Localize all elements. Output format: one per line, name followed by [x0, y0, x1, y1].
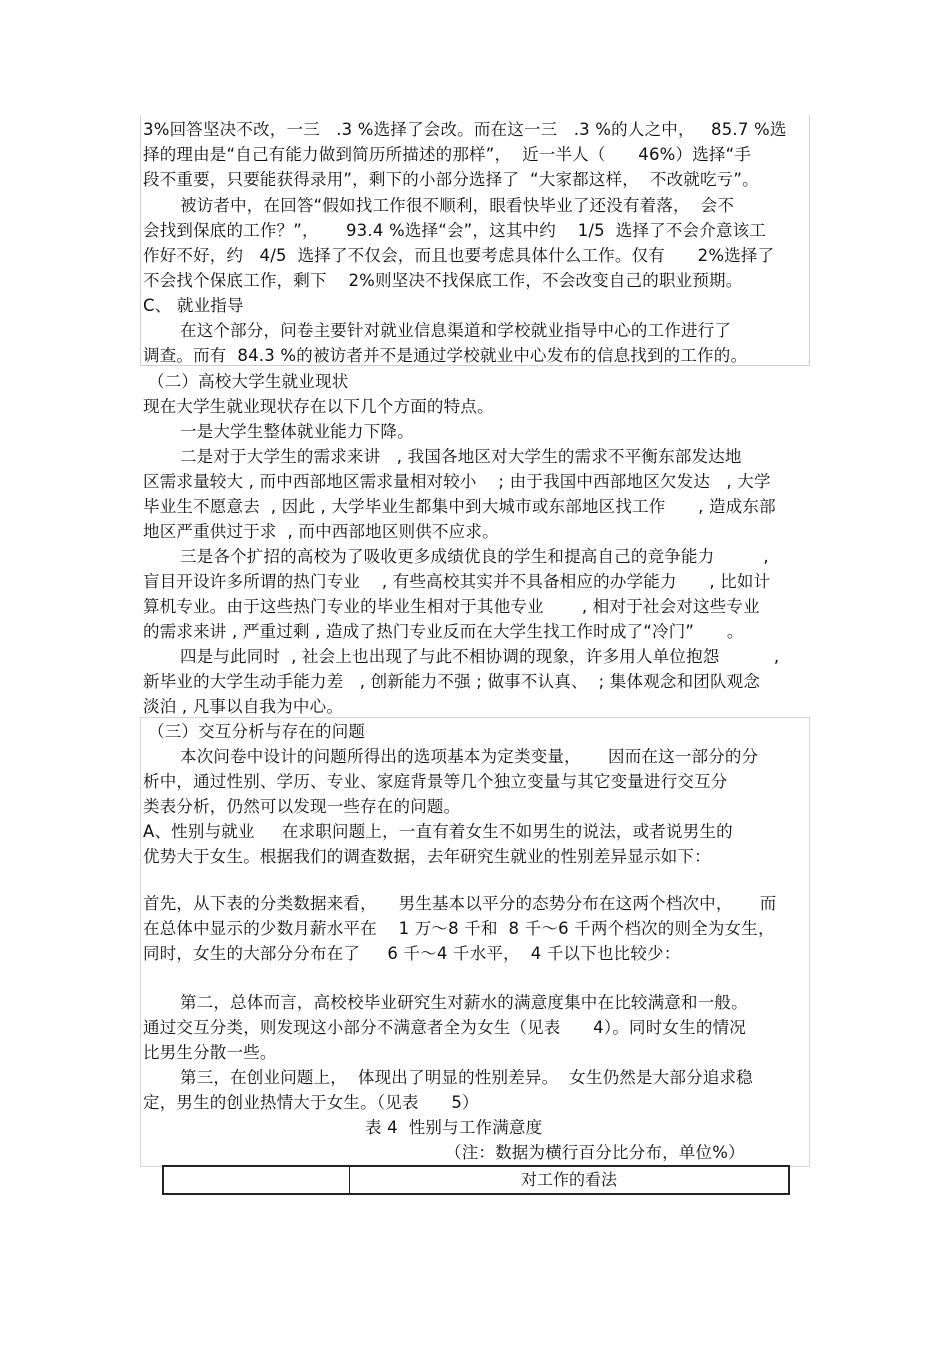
- paragraph-line: 现在大学生就业现状存在以下几个方面的特点。: [143, 397, 494, 416]
- table-caption: 表 4 性别与工作满意度: [365, 1118, 543, 1137]
- paragraph-line: 盲目开设许多所谓的热门专业 , 有些高校其实并不具备相应的办学能力 , 比如计: [143, 572, 771, 591]
- paragraph-line: 作好不好，约 4/5 选择了不仅会，而且也要考虑具体什么工作。仅有 2%选择了: [143, 246, 775, 265]
- paragraph-line: 首先，从下表的分类数据来看， 男生基本以平分的态势分布在这两个档次中， 而: [143, 894, 777, 913]
- paragraph-line: 淡泊 , 凡事以自我为中心。: [143, 697, 344, 716]
- paragraph-line: 第二，总体而言，高校校毕业研究生对薪水的满意度集中在比较满意和一般。: [180, 993, 748, 1012]
- paragraph-line: 在总体中显示的少数月薪水平在 1 万～8 千和 8 千～6 千两个档次的则全为女生，: [143, 919, 775, 938]
- paragraph-line: 毕业生不愿意去 , 因此 , 大学毕业生都集中到大城市或东部地区找工作 , 造成东部: [143, 497, 776, 516]
- paragraph-line: 比男生分散一些。: [143, 1043, 277, 1062]
- paragraph-line: 调查。而有 84.3 %的被访者并不是通过学校就业中心发布的信息找到的工作的。: [143, 346, 748, 365]
- paragraph-line: 定，男生的创业热情大于女生。（见表 5）: [143, 1093, 479, 1112]
- section-heading: （三）交互分析与存在的问题: [148, 722, 366, 741]
- table-header-cell: 对工作的看法: [520, 1170, 617, 1189]
- table-header-cell-empty: [164, 1167, 350, 1193]
- paragraph-line: 3%回答坚决不改，一三 .3 %选择了会改。而在这一三 .3 %的人之中， 85.7 %选: [143, 120, 787, 139]
- paragraph-line: 区需求量较大 , 而中西部地区需求量相对较小 ; 由于我国中西部地区欠发达 , 大学: [143, 472, 771, 491]
- paragraph-line: 四是与此同时 , 社会上也出现了与此不相协调的现象，许多用人单位抱怨 ,: [180, 647, 780, 666]
- paragraph-line: 通过交互分类，则发现这小部分不满意者全为女生（见表 4）。同时女生的情况: [143, 1018, 746, 1037]
- paragraph-line: 优势大于女生。根据我们的调查数据，去年研究生就业的性别差异显示如下：: [143, 847, 711, 866]
- paragraph-line: 第三，在创业问题上， 体现出了明显的性别差异。 女生仍然是大部分追求稳: [180, 1068, 753, 1087]
- paragraph-line: 同时，女生的大部分分布在了 6 千～4 千水平， 4 千以下也比较少：: [143, 944, 681, 963]
- paragraph-line: 段不重要，只要能获得录用”，剩下的小部分选择了 “大家都这样， 不改就吃亏”。: [143, 170, 759, 189]
- paragraph-line: 二是对于大学生的需求来讲 , 我国各地区对大学生的需求不平衡东部发达地: [180, 447, 742, 466]
- section-heading: （二）高校大学生就业现状: [148, 372, 349, 391]
- paragraph-line: 不会找个保底工作，剩下 2%则坚决不找保底工作，不会改变自己的职业预期。: [143, 271, 743, 290]
- paragraph-line: 析中，通过性别、学历、专业、家庭背景等几个独立变量与其它变量进行交互分: [143, 772, 728, 791]
- paragraph-line: 三是各个扩招的高校为了吸收更多成绩优良的学生和提高自己的竞争能力 ,: [180, 547, 769, 566]
- paragraph-line: 择的理由是“自己有能力做到简历所描述的那样”， 近一半人（ 46%）选择“手: [143, 145, 752, 164]
- table-note: （注：数据为横行百分比分布，单位%）: [445, 1143, 745, 1162]
- paragraph-line: 算机专业。由于这些热门专业的毕业生相对于其他专业 , 相对于社会对这些专业: [143, 597, 760, 616]
- paragraph-line: 会找到保底的工作？”， 93.4 %选择“会”，这其中约 1/5 选择了不会介意该工: [143, 221, 767, 240]
- paragraph-line: 在这个部分，问卷主要针对就业信息渠道和学校就业指导中心的工作进行了: [180, 321, 732, 340]
- paragraph-line: 一是大学生整体就业能力下降。: [180, 422, 414, 441]
- paragraph-line: 的需求来讲 , 严重过剩 , 造成了热门专业反而在大学生找工作时成了“冷门” 。: [143, 622, 744, 641]
- paragraph-line: 地区严重供过于求 , 而中西部地区则供不应求。: [143, 522, 499, 541]
- data-table: [162, 1165, 790, 1195]
- paragraph-line: 类表分析，仍然可以发现一些存在的问题。: [143, 797, 461, 816]
- section-heading: C、 就业指导: [143, 296, 244, 315]
- paragraph-line: A、性别与就业 在求职问题上，一直有着女生不如男生的说法，或者说男生的: [143, 822, 733, 841]
- paragraph-line: 被访者中，在回答“假如找工作很不顺利，眼看快毕业了还没有着落， 会不: [180, 196, 735, 215]
- paragraph-line: 新毕业的大学生动手能力差 , 创新能力不强 ; 做事不认真、 ; 集体观念和团队观念: [143, 672, 761, 691]
- paragraph-line: 本次问卷中设计的问题所得出的选项基本为定类变量， 因而在这一部分的分: [180, 747, 759, 766]
